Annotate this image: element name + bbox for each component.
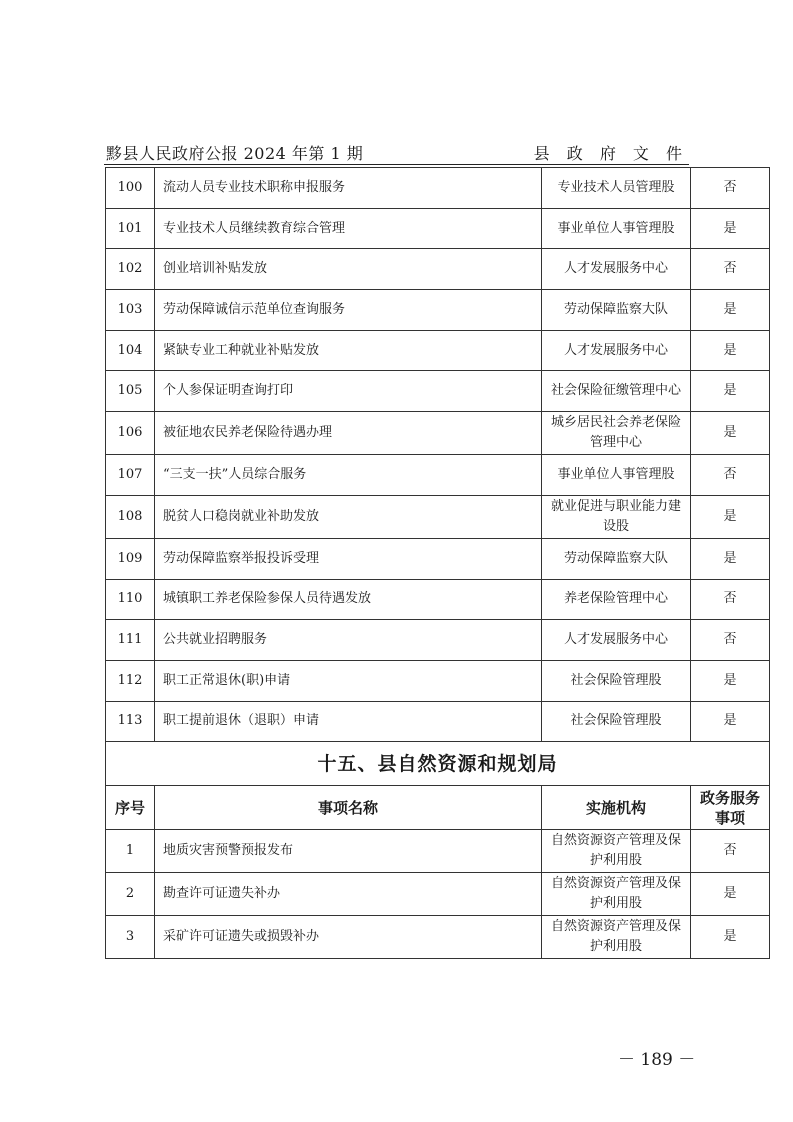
table-body-bottom xyxy=(106,830,770,959)
cell-service: 是 xyxy=(691,873,770,916)
table-row xyxy=(106,455,770,496)
cell-no: 100 xyxy=(106,168,155,209)
cell-no: 110 xyxy=(106,579,155,620)
table-row xyxy=(106,330,770,371)
cell-name: 职工正常退休(职)申请 xyxy=(155,660,542,701)
cell-org: 事业单位人事管理股 xyxy=(542,208,691,249)
cell-service: 是 xyxy=(691,916,770,959)
cell-org: 社会保险管理股 xyxy=(542,701,691,742)
cell-org: 人才发展服务中心 xyxy=(542,620,691,661)
section-block xyxy=(106,742,770,830)
column-header-row xyxy=(106,786,770,830)
cell-service: 是 xyxy=(691,290,770,331)
table-row xyxy=(106,290,770,331)
table-row xyxy=(106,830,770,873)
cell-name: 流动人员专业技术职称申报服务 xyxy=(155,168,542,209)
cell-name: “三支一扶”人员综合服务 xyxy=(155,455,542,496)
table-body-top xyxy=(106,168,770,742)
cell-service: 是 xyxy=(691,660,770,701)
section-label: 县 政 府 文 件 xyxy=(533,144,688,163)
cell-org: 人才发展服务中心 xyxy=(542,330,691,371)
cell-org: 社会保险管理股 xyxy=(542,660,691,701)
cell-name: 采矿许可证遗失或损毁补办 xyxy=(155,916,542,959)
cell-name: 紧缺专业工种就业补贴发放 xyxy=(155,330,542,371)
table-row xyxy=(106,412,770,455)
cell-name: 职工提前退休（退职）申请 xyxy=(155,701,542,742)
cell-no: 106 xyxy=(106,412,155,455)
cell-service: 否 xyxy=(691,249,770,290)
cell-service: 是 xyxy=(691,371,770,412)
cell-name: 地质灾害预警预报发布 xyxy=(155,830,542,873)
cell-service: 否 xyxy=(691,579,770,620)
cell-no: 111 xyxy=(106,620,155,661)
bulletin-title: 黟县人民政府公报 2024 年第 1 期 xyxy=(106,144,364,163)
table-row xyxy=(106,579,770,620)
table-row xyxy=(106,660,770,701)
cell-no: 108 xyxy=(106,495,155,538)
cell-org: 专业技术人员管理股 xyxy=(542,168,691,209)
table-row xyxy=(106,916,770,959)
cell-org: 社会保险征缴管理中心 xyxy=(542,371,691,412)
cell-service: 否 xyxy=(691,168,770,209)
cell-service: 是 xyxy=(691,495,770,538)
cell-no: 105 xyxy=(106,371,155,412)
table-row xyxy=(106,371,770,412)
cell-org: 劳动保障监察大队 xyxy=(542,290,691,331)
section-title: 十五、县自然资源和规划局 xyxy=(106,742,770,786)
column-header-org: 实施机构 xyxy=(542,786,691,830)
table-row xyxy=(106,168,770,209)
table-row xyxy=(106,873,770,916)
cell-service: 是 xyxy=(691,701,770,742)
cell-org: 劳动保障监察大队 xyxy=(542,538,691,579)
cell-service: 是 xyxy=(691,208,770,249)
table-row xyxy=(106,701,770,742)
cell-name: 个人参保证明查询打印 xyxy=(155,371,542,412)
cell-no: 102 xyxy=(106,249,155,290)
page-number: － 189 － xyxy=(618,1050,696,1070)
cell-service: 是 xyxy=(691,412,770,455)
cell-no: 107 xyxy=(106,455,155,496)
cell-no: 2 xyxy=(106,873,155,916)
cell-no: 101 xyxy=(106,208,155,249)
items-table xyxy=(105,167,770,959)
cell-org: 就业促进与职业能力建设股 xyxy=(542,495,691,538)
cell-no: 104 xyxy=(106,330,155,371)
cell-name: 劳动保障监察举报投诉受理 xyxy=(155,538,542,579)
cell-no: 103 xyxy=(106,290,155,331)
table-row xyxy=(106,538,770,579)
cell-name: 创业培训补贴发放 xyxy=(155,249,542,290)
column-header-name: 事项名称 xyxy=(155,786,542,830)
cell-org: 城乡居民社会养老保险管理中心 xyxy=(542,412,691,455)
cell-service: 否 xyxy=(691,620,770,661)
cell-org: 人才发展服务中心 xyxy=(542,249,691,290)
column-header-no: 序号 xyxy=(106,786,155,830)
cell-no: 3 xyxy=(106,916,155,959)
page-header xyxy=(106,141,688,163)
table-row xyxy=(106,249,770,290)
cell-name: 勘查许可证遗失补办 xyxy=(155,873,542,916)
column-header-service: 政务服务事项 xyxy=(691,786,770,830)
cell-name: 脱贫人口稳岗就业补助发放 xyxy=(155,495,542,538)
table-row xyxy=(106,495,770,538)
cell-service: 否 xyxy=(691,830,770,873)
cell-name: 公共就业招聘服务 xyxy=(155,620,542,661)
cell-no: 112 xyxy=(106,660,155,701)
table-row xyxy=(106,208,770,249)
cell-service: 是 xyxy=(691,330,770,371)
cell-no: 109 xyxy=(106,538,155,579)
section-heading-row xyxy=(106,742,770,786)
cell-org: 自然资源资产管理及保护利用股 xyxy=(542,916,691,959)
cell-name: 被征地农民养老保险待遇办理 xyxy=(155,412,542,455)
cell-name: 劳动保障诚信示范单位查询服务 xyxy=(155,290,542,331)
cell-service: 否 xyxy=(691,455,770,496)
cell-org: 自然资源资产管理及保护利用股 xyxy=(542,830,691,873)
header-divider xyxy=(104,164,689,165)
cell-name: 专业技术人员继续教育综合管理 xyxy=(155,208,542,249)
cell-no: 1 xyxy=(106,830,155,873)
cell-service: 是 xyxy=(691,538,770,579)
cell-org: 养老保险管理中心 xyxy=(542,579,691,620)
cell-org: 自然资源资产管理及保护利用股 xyxy=(542,873,691,916)
table-row xyxy=(106,620,770,661)
cell-no: 113 xyxy=(106,701,155,742)
cell-name: 城镇职工养老保险参保人员待遇发放 xyxy=(155,579,542,620)
cell-org: 事业单位人事管理股 xyxy=(542,455,691,496)
